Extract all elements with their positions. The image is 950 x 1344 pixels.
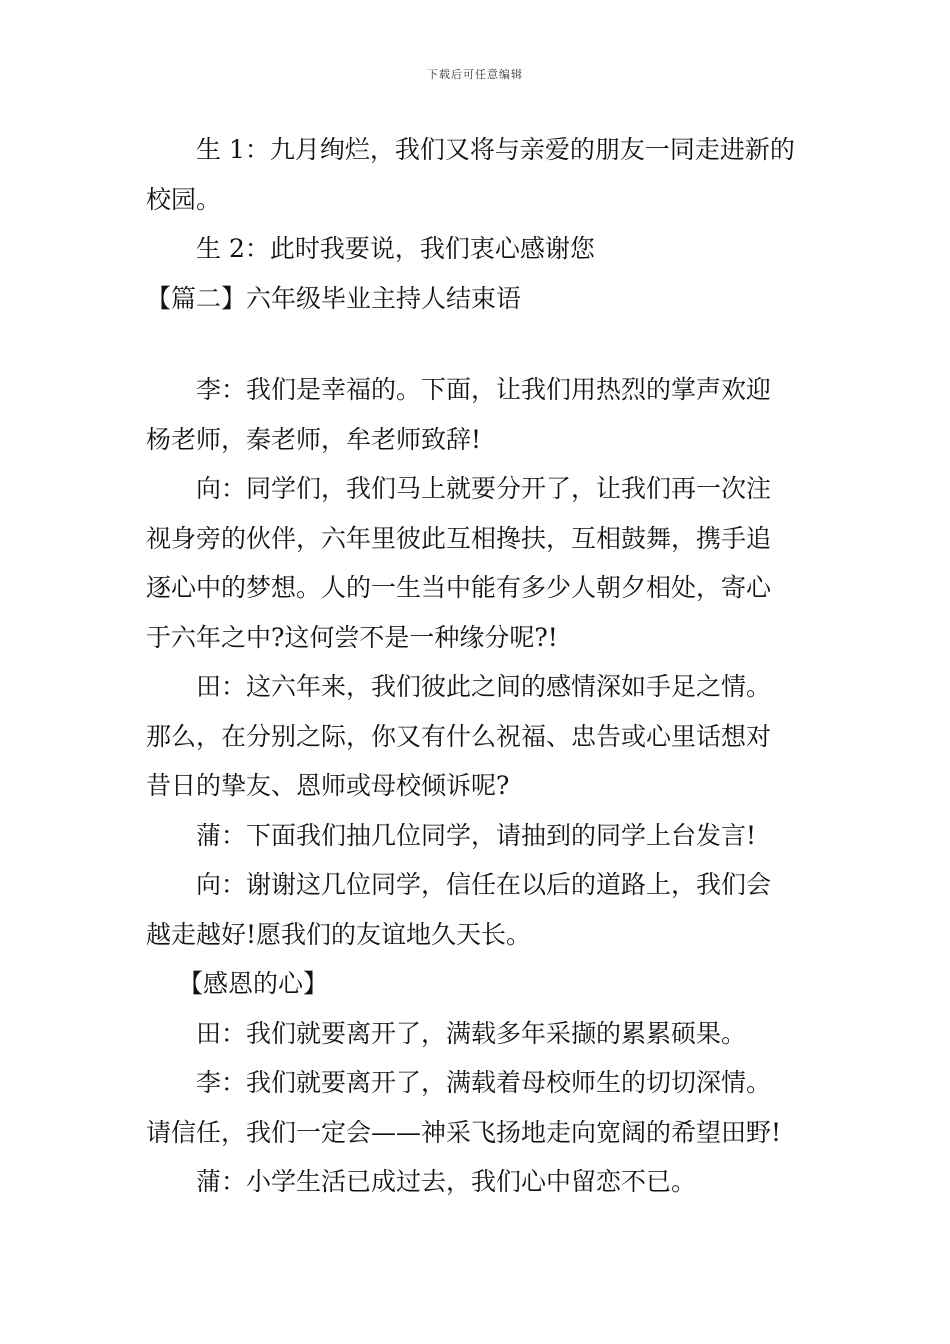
paragraph-line: 昔日的挚友、恩师或母校倾诉呢? bbox=[146, 771, 510, 800]
paragraph-line: 李：我们就要离开了，满载着母校师生的切切深情。 bbox=[196, 1068, 772, 1097]
paragraph-line: 蒲：下面我们抽几位同学，请抽到的同学上台发言! bbox=[196, 820, 757, 850]
paragraph-line: 向：同学们，我们马上就要分开了，让我们再一次注 bbox=[196, 474, 772, 503]
paragraph-line: 蒲：小学生活已成过去，我们心中留恋不已。 bbox=[196, 1167, 697, 1196]
paragraph-line: 那么，在分别之际，你又有什么祝福、忠告或心里话想对 bbox=[146, 721, 772, 751]
paragraph-line: 于六年之中?这何尝不是一种缘分呢?! bbox=[146, 622, 558, 652]
paragraph-line: 向：谢谢这几位同学，信任在以后的道路上，我们会 bbox=[196, 870, 772, 899]
paragraph-line: 生 2：此时我要说，我们衷心感谢您 bbox=[196, 234, 595, 263]
header-note: 下载后可任意编辑 bbox=[427, 68, 523, 81]
paragraph-line: 田：这六年来，我们彼此之间的感情深如手足之情。 bbox=[196, 672, 772, 701]
paragraph-line: 杨老师，秦老师，牟老师致辞! bbox=[146, 424, 482, 454]
paragraph-line: 李：我们是幸福的。下面，让我们用热烈的掌声欢迎 bbox=[196, 375, 772, 404]
section-heading: 【篇二】六年级毕业主持人结束语 bbox=[146, 283, 522, 313]
paragraph-line: 校园。 bbox=[146, 184, 222, 214]
paragraph-line: 生 1：九月绚烂，我们又将与亲爱的朋友一同走进新的 bbox=[196, 135, 795, 164]
paragraph-line: 逐心中的梦想。人的一生当中能有多少人朝夕相处，寄心 bbox=[146, 573, 772, 602]
paragraph-line: 请信任，我们一定会——神采飞扬地走向宽阔的希望田野! bbox=[146, 1117, 782, 1147]
paragraph-line: 越走越好!愿我们的友谊地久天长。 bbox=[146, 919, 532, 949]
section-spacer bbox=[146, 323, 811, 365]
document-body bbox=[146, 125, 811, 1207]
paragraph-line: 田：我们就要离开了，满载多年采撷的累累硕果。 bbox=[196, 1018, 747, 1048]
paragraph-line: 视身旁的伙伴，六年里彼此互相搀扶，互相鼓舞，携手追 bbox=[146, 523, 772, 553]
subsection-heading: 【感恩的心】 bbox=[178, 969, 329, 998]
